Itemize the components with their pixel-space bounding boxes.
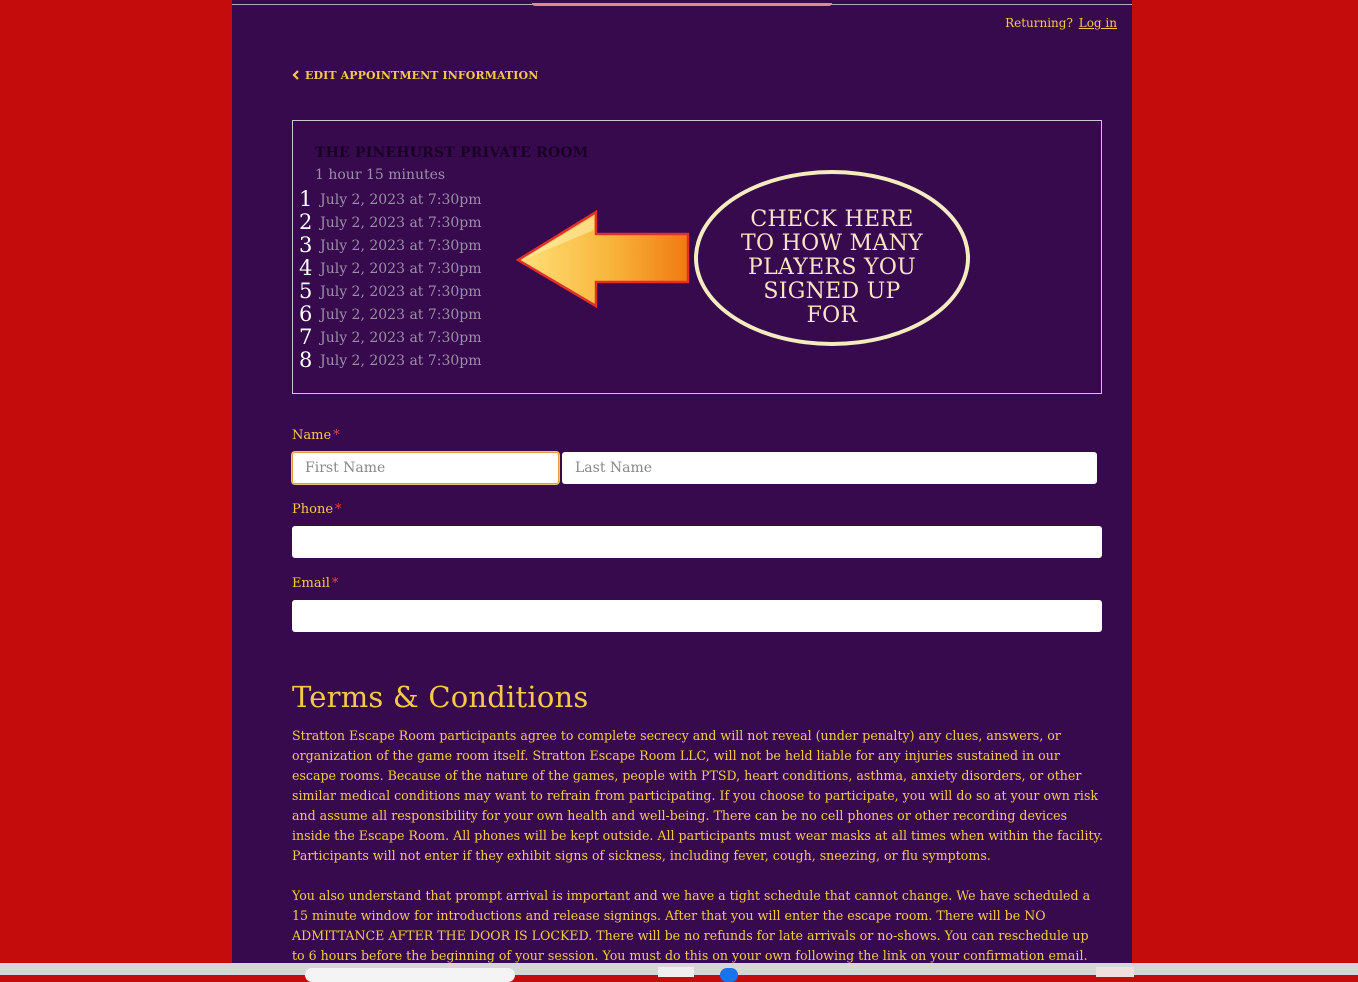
player-number: 7 bbox=[299, 325, 313, 349]
phone-label bbox=[292, 502, 342, 517]
required-marker: * bbox=[331, 576, 339, 591]
phone-label-text: Phone bbox=[292, 502, 334, 517]
player-date: July 2, 2023 at 7:30pm bbox=[320, 192, 482, 208]
first-name-input[interactable] bbox=[292, 452, 559, 484]
phone-input[interactable] bbox=[292, 526, 1102, 558]
email-label bbox=[292, 576, 338, 591]
player-row bbox=[299, 279, 482, 302]
name-label bbox=[292, 428, 340, 443]
player-row bbox=[299, 348, 482, 371]
player-date: July 2, 2023 at 7:30pm bbox=[320, 330, 482, 346]
appointment-duration: 1 hour 15 minutes bbox=[315, 167, 446, 183]
taskbar-search[interactable] bbox=[305, 968, 515, 982]
player-number: 5 bbox=[299, 279, 313, 303]
player-date: July 2, 2023 at 7:30pm bbox=[320, 307, 482, 323]
player-row bbox=[299, 325, 482, 348]
left-arrow-icon bbox=[516, 210, 692, 310]
email-label-text: Email bbox=[292, 576, 330, 591]
player-row bbox=[299, 187, 482, 210]
player-row bbox=[299, 302, 482, 325]
returning-prompt bbox=[1005, 16, 1117, 30]
last-name-input[interactable] bbox=[562, 452, 1097, 484]
player-date: July 2, 2023 at 7:30pm bbox=[320, 215, 482, 231]
top-tab-indicator bbox=[532, 3, 832, 6]
player-number: 6 bbox=[299, 302, 313, 326]
required-marker: * bbox=[333, 428, 340, 443]
taskbar-item[interactable] bbox=[658, 967, 694, 977]
taskbar-item[interactable] bbox=[1096, 967, 1134, 977]
player-number: 2 bbox=[299, 210, 313, 234]
name-label-text: Name bbox=[292, 428, 332, 443]
edit-appointment-label: EDIT APPOINTMENT INFORMATION bbox=[305, 69, 539, 82]
players-callout bbox=[694, 170, 970, 346]
edit-appointment-link[interactable] bbox=[292, 68, 538, 82]
player-date: July 2, 2023 at 7:30pm bbox=[320, 353, 482, 369]
appointment-title: THE PINEHURST PRIVATE ROOM bbox=[315, 145, 589, 161]
email-input[interactable] bbox=[292, 600, 1102, 632]
terms-heading: Terms & Conditions bbox=[292, 680, 589, 714]
player-row bbox=[299, 233, 482, 256]
required-marker: * bbox=[335, 502, 342, 517]
player-number: 1 bbox=[299, 187, 313, 211]
login-link[interactable]: Log in bbox=[1078, 16, 1117, 30]
player-date: July 2, 2023 at 7:30pm bbox=[320, 284, 482, 300]
player-date: July 2, 2023 at 7:30pm bbox=[320, 238, 482, 254]
player-number: 8 bbox=[299, 348, 313, 372]
player-row bbox=[299, 256, 482, 279]
taskbar-app-icon[interactable] bbox=[720, 968, 738, 982]
chevron-left-icon bbox=[292, 68, 300, 82]
player-row bbox=[299, 210, 482, 233]
player-date: July 2, 2023 at 7:30pm bbox=[320, 261, 482, 277]
terms-paragraph: Stratton Escape Room participants agree to complete secrecy and will not reveal (under penalty) any clues, answers, or organization of the game room itself. Stratton Escape Room LLC, will not be held liable for any injuries sustained in our escape rooms. Because of the nature of the games, people with PTSD, heart conditions, asthma, anxiety disorders, or other similar medical conditions may want to refrain from participating. If you choose to participate, you will do so at your own risk and assume all responsibility for your own health and well-being. There can be no cell phones or other recording devices inside the Escape Room. All phones will be kept outside. All participants must wear masks at all times when within the facility. Participants will not enter if they exhibit signs of sickness, including fever, cough, sneezing, or flu symptoms. bbox=[292, 728, 1103, 863]
player-number: 4 bbox=[299, 256, 313, 280]
terms-paragraph: You also understand that prompt arrival is important and we have a tight schedule that cannot change. We have scheduled a 15 minute window for introductions and release signings. After that you will enter the escape room. There will be NO ADMITTANCE AFTER THE DOOR IS LOCKED. There will be no refunds for late arrivals or no-shows. You can reschedule up to 6 hours before the beginning of your session. You must do this on your own following the link on your confirmation email. bbox=[292, 888, 1091, 963]
returning-text: Returning? bbox=[1005, 16, 1073, 30]
booking-panel bbox=[232, 0, 1132, 975]
callout-text: CHECK HERE TO HOW MANY PLAYERS YOU SIGNED UP FOR bbox=[740, 207, 924, 328]
player-number: 3 bbox=[299, 233, 313, 257]
